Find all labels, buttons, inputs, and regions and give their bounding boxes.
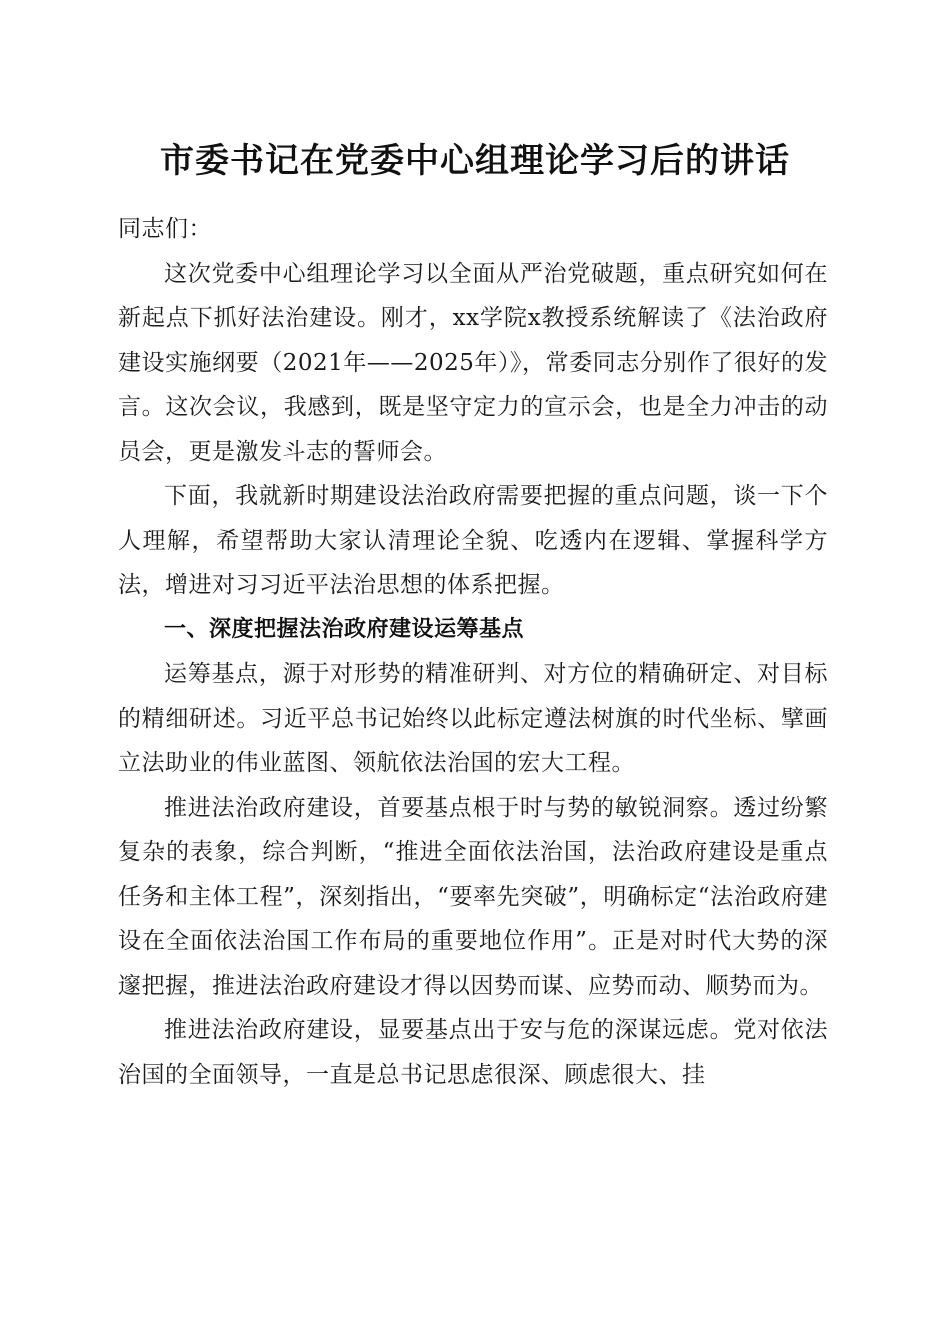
paragraph-intro: 这次党委中心组理论学习以全面从严治党破题，重点研究如何在新起点下抓好法治建设。刚才，xx学院x教授系统解读了《法治政府建设实施纲要（2021年——2025年）》，常委同志分别作了很好的发言。这次会议，我感到，既是坚守定力的宣示会，也是全力冲击的动员会，更是激发斗志的誓师会。 (118, 260, 828, 465)
document-body (118, 207, 828, 1097)
paragraph-security: 推进法治政府建设，显要基点出于安与危的深谋远虑。党对依法治国的全面领导，一直是总书记思虑很深、顾虑很大、挂 (118, 1017, 828, 1088)
document-title: 市委书记在党委中心组理论学习后的讲话 (160, 141, 790, 181)
salutation: 同志们： (118, 216, 212, 242)
paragraph-time-trend: 推进法治政府建设，首要基点根于时与势的敏锐洞察。透过纷繁复杂的表象，综合判断，“推进全面依法治国，法治政府建设是重点任务和主体工程”，深刻指出，“要率先突破”，明确标定“法治政府建设在全面依法治国工作布局的重要地位作用”。正是对时代大势的深邃把握，推进法治政府建设才得以因势而谋、应势而动、顺势而为。 (118, 794, 828, 999)
section-heading-1: 一、深度把握法治政府建设运筹基点 (164, 616, 525, 642)
paragraph-basis: 运筹基点，源于对形势的精准研判、对方位的精确研定、对目标的精细研述。习近平总书记始终以此标定遵法树旗的时代坐标、擘画立法助业的伟业蓝图、领航依法治国的宏大工程。 (118, 661, 828, 776)
paragraph-outline: 下面，我就新时期建设法治政府需要把握的重点问题，谈一下个人理解，希望帮助大家认清理论全貌、吃透内在逻辑、掌握科学方法，增进对习习近平法治思想的体系把握。 (118, 483, 828, 598)
